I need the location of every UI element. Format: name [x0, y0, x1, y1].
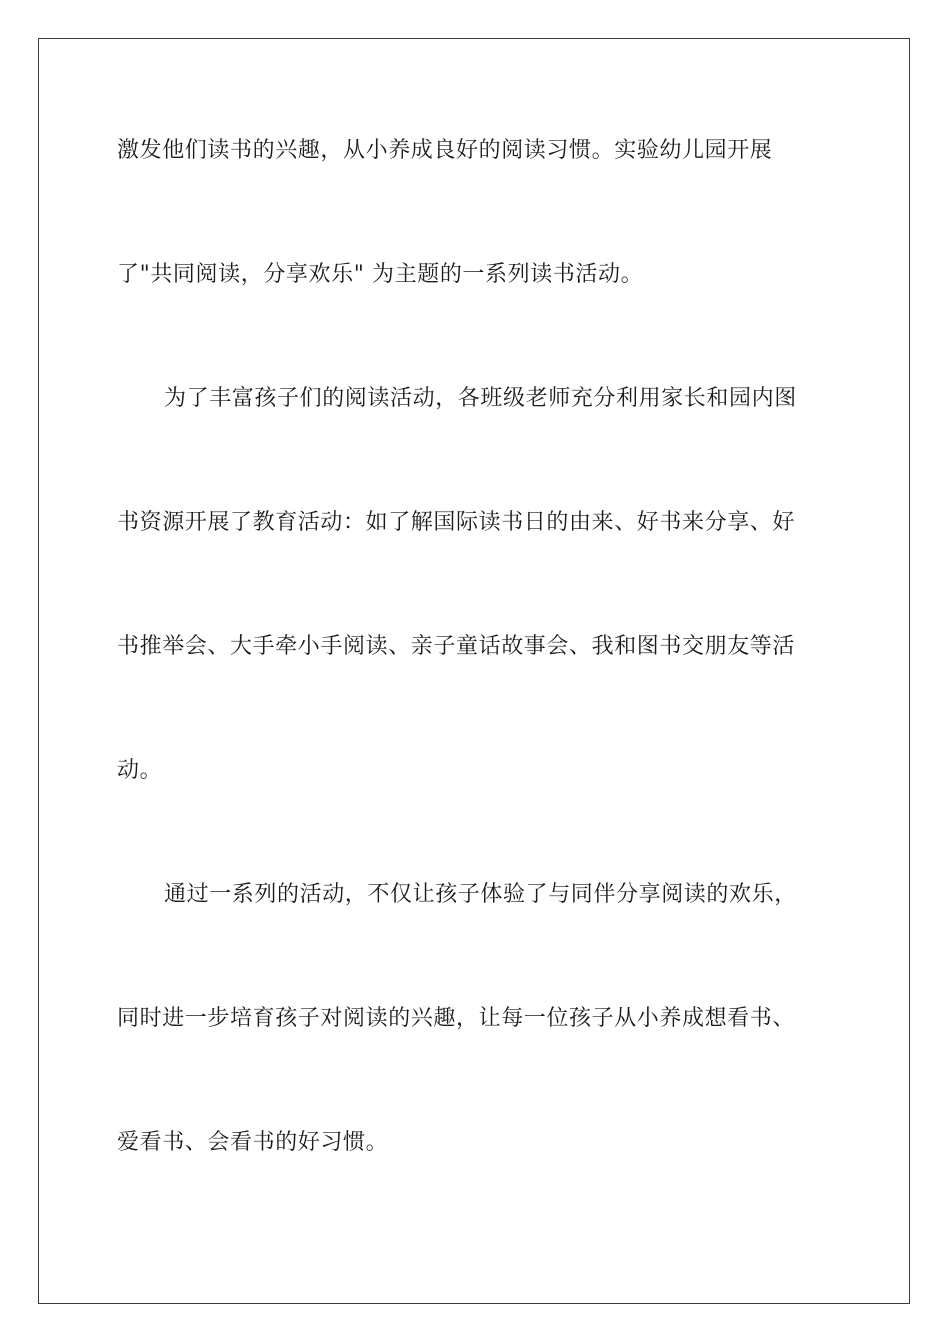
paragraph-line: 激发他们读书的兴趣，从小养成良好的阅读习惯。实验幼儿园开展 [117, 138, 773, 163]
paragraph-line: 书推举会、大手牵小手阅读、亲子童话故事会、我和图书交朋友等活 [117, 634, 796, 659]
paragraph-line: 动。 [117, 758, 163, 783]
paragraph-line: 了"共同阅读，分享欢乐" 为主题的一系列读书活动。 [117, 262, 644, 287]
paragraph-line: 为了丰富孩子们的阅读活动，各班级老师充分利用家长和园内图 [164, 386, 797, 411]
paragraph-line: 通过一系列的活动，不仅让孩子体验了与同伴分享阅读的欢乐， [164, 882, 797, 907]
paragraph-line: 同时进一步培育孩子对阅读的兴趣，让每一位孩子从小养成想看书、 [117, 1006, 796, 1031]
paragraph-line: 书资源开展了教育活动：如了解国际读书日的由来、好书来分享、好 [117, 510, 796, 535]
page-frame [38, 38, 910, 1304]
paragraph-line: 爱看书、会看书的好习惯。 [117, 1130, 389, 1155]
